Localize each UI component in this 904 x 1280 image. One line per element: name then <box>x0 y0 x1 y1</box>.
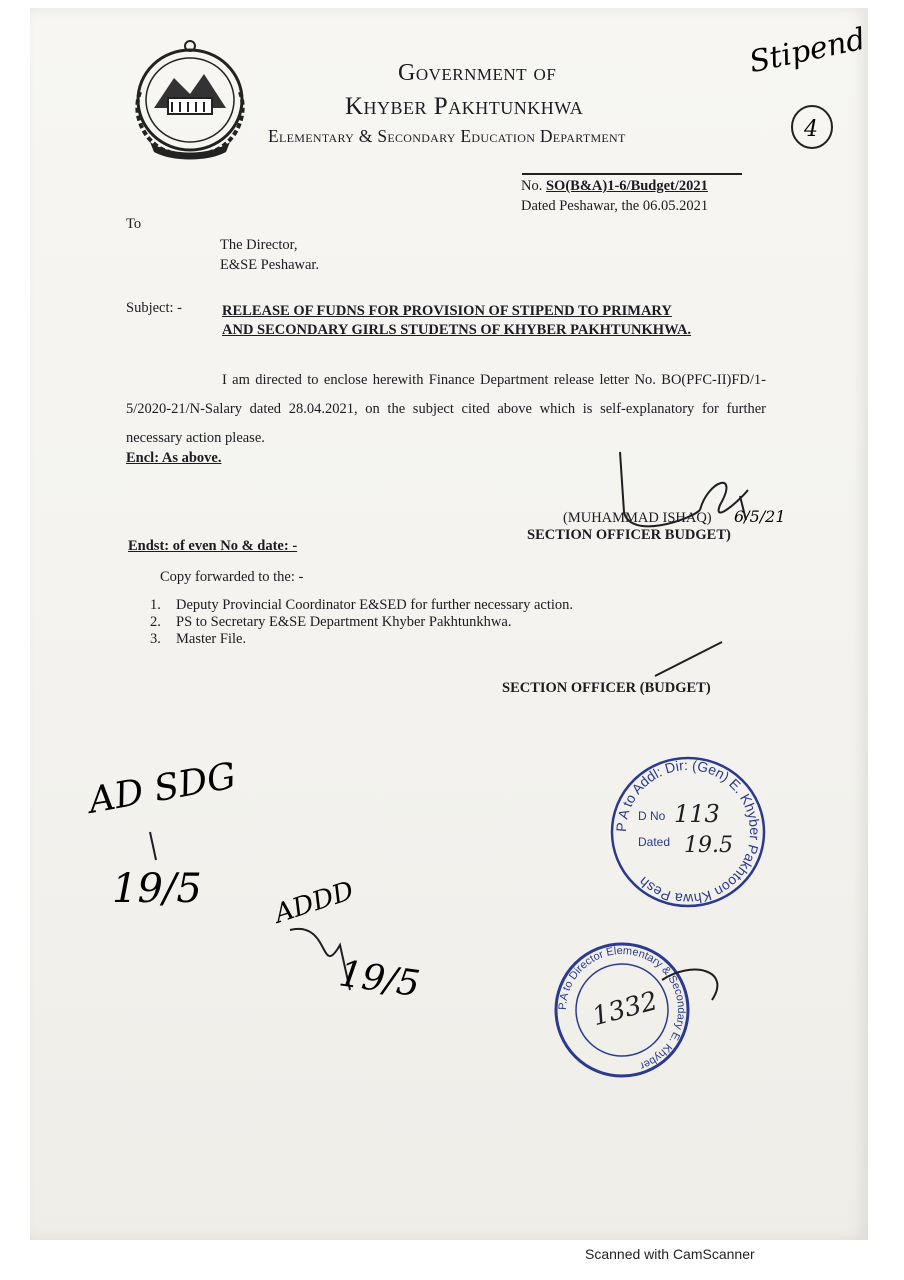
stamp1-date-value: 19.5 <box>684 833 733 858</box>
signature-date: 6/5/21 <box>734 507 786 526</box>
signature-scribble <box>620 452 748 526</box>
stamp2-no-value: 1332 <box>589 986 661 1033</box>
stamp1-date-label: Dated <box>638 835 671 849</box>
endorsement-heading: Endst: of even No & date: - <box>128 538 298 554</box>
subject-line-2: AND SECONDARY GIRLS STUDETNS OF KHYBER PAKHTUNKHWA. <box>222 322 692 338</box>
list-item: 3. Master File. <box>150 631 247 647</box>
list-item: 2. PS to Secretary E&SE Department Khyber Pakhtunkhwa. <box>150 614 512 630</box>
subject-line-1: RELEASE OF FUDNS FOR PROVISION OF STIPEND TO PRIMARY <box>222 303 672 319</box>
addressee-line-1: The Director, <box>220 237 298 253</box>
header-line-1: Government of <box>398 60 557 86</box>
handwritten-addd: ADDD <box>270 875 358 930</box>
receipt-stamp-1 <box>612 757 764 907</box>
scanner-watermark: Scanned with CamScanner <box>585 1246 755 1262</box>
enclosure-note: Encl: As above. <box>126 450 222 466</box>
receipt-stamp-2 <box>556 944 717 1076</box>
letter-date: Dated Peshawar, the 06.05.2021 <box>521 198 709 214</box>
body-text: I am directed to enclose herewith Finance Department release letter No. BO(PFC-II)FD/1-5/2020-21/N-Salary dated 28.04.2021, on the subject cited above which is self-explanatory for further necessary action please. <box>126 372 766 446</box>
signatory-name: (MUHAMMAD ISHAQ) <box>563 510 712 526</box>
handwritten-ad-date: 19/5 <box>112 866 202 912</box>
handwritten-addd-date: 19/5 <box>336 953 423 1006</box>
list-item: 1. Deputy Provincial Coordinator E&SED for further necessary action. <box>150 597 574 613</box>
handwritten-stipend: Stipend <box>746 21 869 81</box>
subject-label: Subject: - <box>126 300 182 316</box>
addressee-line-2: E&SE Peshawar. <box>220 257 320 273</box>
stamp1-no-label: D No <box>638 809 666 823</box>
reference-number: No. SO(B&A)1-6/Budget/2021 <box>521 178 708 194</box>
svg-text:P A to Addl: Dir: (Gen) E. Khy: P A to Addl: Dir: (Gen) E. Khyber Pakhtoon Khwa Pesh <box>612 756 764 908</box>
page-marker: 4 <box>804 117 818 142</box>
handwritten-ad-sdg: AD SDG <box>85 755 240 822</box>
signatory-title-2: SECTION OFFICER (BUDGET) <box>502 680 711 696</box>
signatory-title: SECTION OFFICER BUDGET) <box>527 527 731 543</box>
header-line-2: Khyber Pakhtunkhwa <box>345 93 584 120</box>
svg-text:P.A to Director Elementary & S: P.A to Director Elementary & Secondary E. Khyber <box>556 944 688 1072</box>
copy-forwarded-label: Copy forwarded to the: - <box>160 569 304 585</box>
to-label: To <box>126 216 142 232</box>
second-signature-stroke <box>655 642 722 676</box>
stamp1-no-value: 113 <box>674 800 720 828</box>
header-line-3: Elementary & Secondary Education Department <box>268 126 626 146</box>
